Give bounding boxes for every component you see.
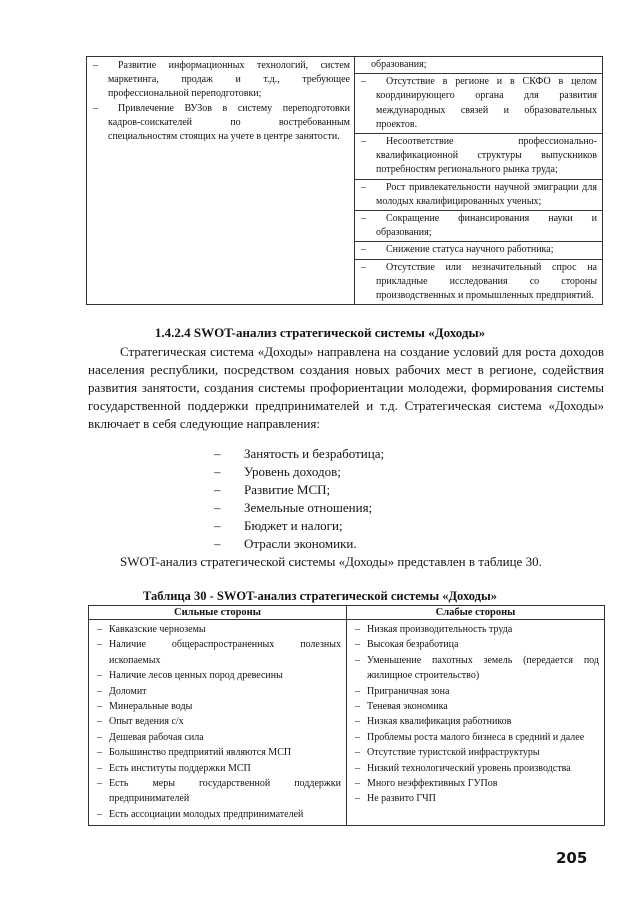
strength-item: – Доломит (97, 685, 147, 697)
weakness-item: – Много неэффективных ГУПов (355, 778, 498, 790)
strength-item: – Есть институты поддержки МСП (97, 762, 251, 774)
list-item: – Сокращение финансирования науки и образования; (355, 211, 602, 242)
intro-paragraph: Стратегическая система «Доходы» направлена на создание условий для роста доходов населения республики, посредством создания новых рабочих мест в регионе, содействия развития занятости, создания системы профориентации молодежи, формирования системы государственной поддержки предпринимателей и т.д. Стратегическая система «Доходы» включает в себя следующие направления: (88, 344, 604, 431)
list-item: – Привлечение ВУЗов в систему переподготовки кадров-соискателей по востребованным специальностям стоящих на учете в центре занятости. (93, 102, 350, 143)
direction-item: – Развитие МСП; (214, 482, 331, 497)
list-item: – Рост привлекательности научной эмиграции для молодых квалифицированных ученых; (355, 180, 602, 211)
weakness-item: – Высокая безработица (355, 639, 459, 651)
page-number: 205 (556, 849, 588, 867)
strength-item: – Наличие общераспространенных полезных ископаемых (97, 639, 341, 666)
weakness-item: – Приграничная зона (355, 685, 450, 697)
weakness-item: – Низкий технологический уровень производства (355, 762, 571, 774)
list-item: – Развитие информационных технологий, систем маркетинга, продаж и т.д., требующее профессиональной переподготовки; (93, 60, 350, 100)
strength-item: – Большинство предприятий являются МСП (97, 747, 292, 759)
swot-table (88, 605, 605, 826)
list-item: – Несоответствие профессионально-квалификационной структуры выпускников потребностям регионального рынка труда; (355, 134, 602, 180)
strength-item: – Минеральные воды (97, 701, 193, 713)
strength-item: – Дешевая рабочая сила (97, 731, 204, 743)
weakness-item: – Отсутствие туристской инфраструктуры (355, 747, 540, 759)
continuation-table (86, 56, 603, 305)
direction-item: – Земельные отношения; (214, 500, 373, 515)
list-item: – Отсутствие в регионе и в СКФО в целом координирующего органа для развития международных связей и образовательных проектов. (355, 74, 602, 134)
strengths-header: Сильные стороны (89, 606, 347, 620)
weakness-item: – Проблемы роста малого бизнеса в средний и далее (355, 731, 585, 743)
weakness-item: – Низкая квалификация работников (355, 716, 512, 728)
strengths-cell (89, 620, 347, 826)
list-item: – Снижение статуса научного работника; (355, 242, 602, 259)
strength-item: – Есть ассоциации молодых предпринимателей (97, 808, 304, 820)
continuation-left-cell (87, 57, 355, 305)
direction-item: – Бюджет и налоги; (214, 518, 343, 533)
continuation-right-cell (355, 57, 603, 305)
direction-item: – Уровень доходов; (214, 464, 341, 479)
weakness-item: – Уменьшение пахотных земель (передается под жилищное строительство) (355, 654, 599, 682)
strength-item: – Кавказские черноземы (97, 624, 206, 635)
direction-item: – Отрасли экономики. (214, 536, 357, 551)
strength-item: – Есть меры государственной поддержки предпринимателей (97, 778, 341, 805)
list-item: образования; (355, 57, 602, 74)
table-reference-paragraph: SWOT-анализ стратегической системы «Доходы» представлен в таблице 30. (120, 554, 542, 569)
weakness-item: – Низкая производительность труда (355, 624, 513, 635)
list-item: – Отсутствие или незначительный спрос на прикладные исследования со стороны производственных и промышленных предприятий. (361, 261, 597, 302)
direction-item: – Занятость и безработица; (214, 446, 385, 461)
weakness-item: – Не развито ГЧП (355, 793, 436, 805)
strength-item: – Наличие лесов ценных пород древесины (97, 670, 283, 682)
weaknesses-cell (347, 620, 605, 826)
section-heading: 1.4.2.4 SWOT-анализ стратегической системы «Доходы» (154, 325, 486, 340)
table-caption: Таблица 30 - SWOT-анализ стратегической системы «Доходы» (143, 589, 497, 603)
strength-item: – Опыт ведения с/х (97, 716, 184, 728)
weakness-item: – Теневая экономика (355, 701, 448, 713)
weaknesses-header: Слабые стороны (347, 606, 605, 620)
